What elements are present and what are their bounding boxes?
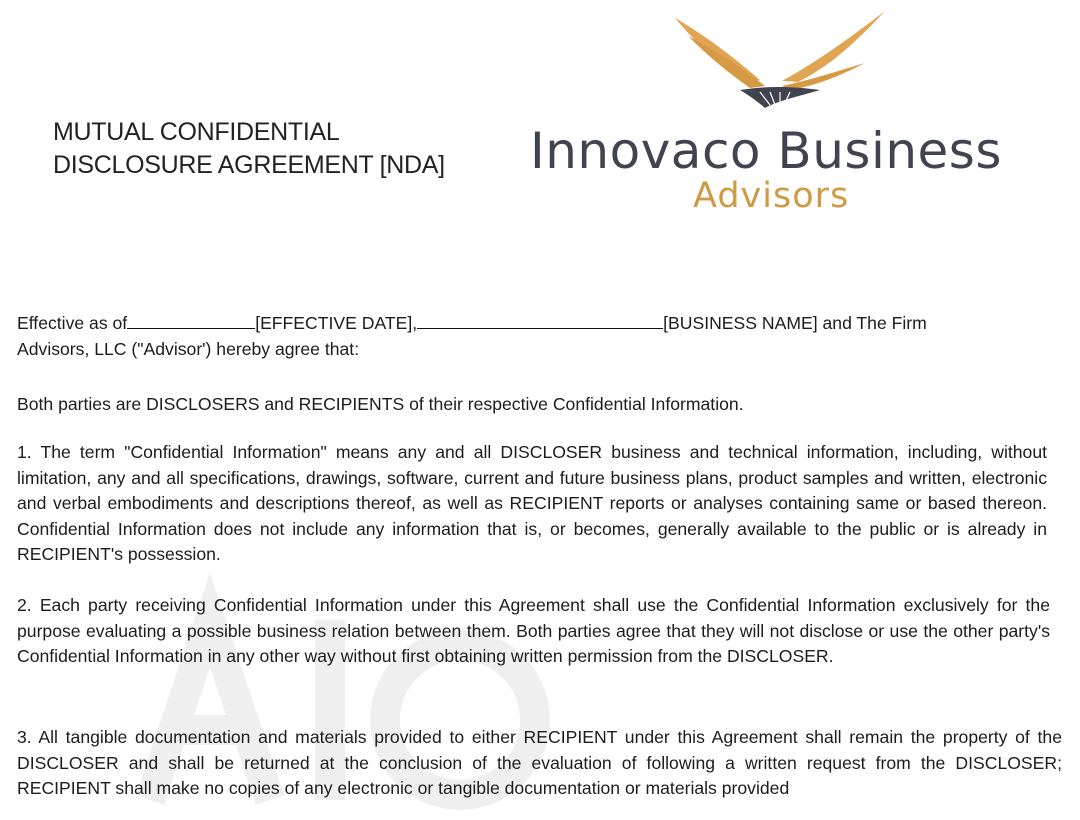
clause-2-text: 2. Each party receiving Confidential Information under this Agreement shall use the Confidential Information exclusively for the purpose evaluating a possible business relation between them. Both parties agree that they will not disclose or use the other party's Confidential Information in any other way without first obtaining written permission from the DISCLOSER. xyxy=(17,595,1050,666)
clause-1-text: 1. The term "Confidential Information" means any and all DISCLOSER business and technical information, including, without limitation, any and all specifications, drawings, software, current and future business plans, product samples and written, electronic and verbal embodiments and descriptions thereof, as well as RECIPIENT reports or analyses containing same or based thereon. Confidential Information does not include any information that is, or becomes, generally available to the public or is already in RECIPIENT's possession. xyxy=(17,442,1047,564)
effective-date-label: [EFFECTIVE DATE], xyxy=(255,313,418,333)
effective-statement xyxy=(17,311,1047,362)
effective-prefix: Effective as of xyxy=(17,313,128,333)
both-parties-paragraph xyxy=(17,392,1047,418)
effective-date-blank[interactable] xyxy=(127,312,255,329)
eagle-wings-icon xyxy=(670,8,890,113)
logo-name: Innovaco Business xyxy=(530,122,1002,180)
logo-subtitle: Advisors xyxy=(693,176,850,216)
company-logo xyxy=(530,8,1030,223)
business-name-blank[interactable] xyxy=(417,312,663,329)
title-line-2: DISCLOSURE AGREEMENT [NDA] xyxy=(53,151,445,179)
clause-2 xyxy=(17,593,1050,670)
effective-line-1 xyxy=(17,311,1047,337)
title-line-1: MUTUAL CONFIDENTIAL xyxy=(53,118,340,146)
effective-line-2: Advisors, LLC ("Advisor') hereby agree that: xyxy=(17,338,360,359)
business-name-label: [BUSINESS NAME] and The Firm xyxy=(663,313,927,333)
clause-3-text: 3. All tangible documentation and materials provided to either RECIPIENT under this Agreement shall remain the property of the DISCLOSER and shall be returned at the conclusion of the evaluation of following a written request from the DISCLOSER; RECIPIENT shall make no copies of any electronic or tangible documentation or materials provided xyxy=(17,727,1062,798)
document-title xyxy=(53,116,445,182)
both-parties-text: Both parties are DISCLOSERS and RECIPIENTS of their respective Confidential Information. xyxy=(17,394,744,414)
clause-3 xyxy=(17,725,1062,802)
clause-1 xyxy=(17,440,1047,568)
